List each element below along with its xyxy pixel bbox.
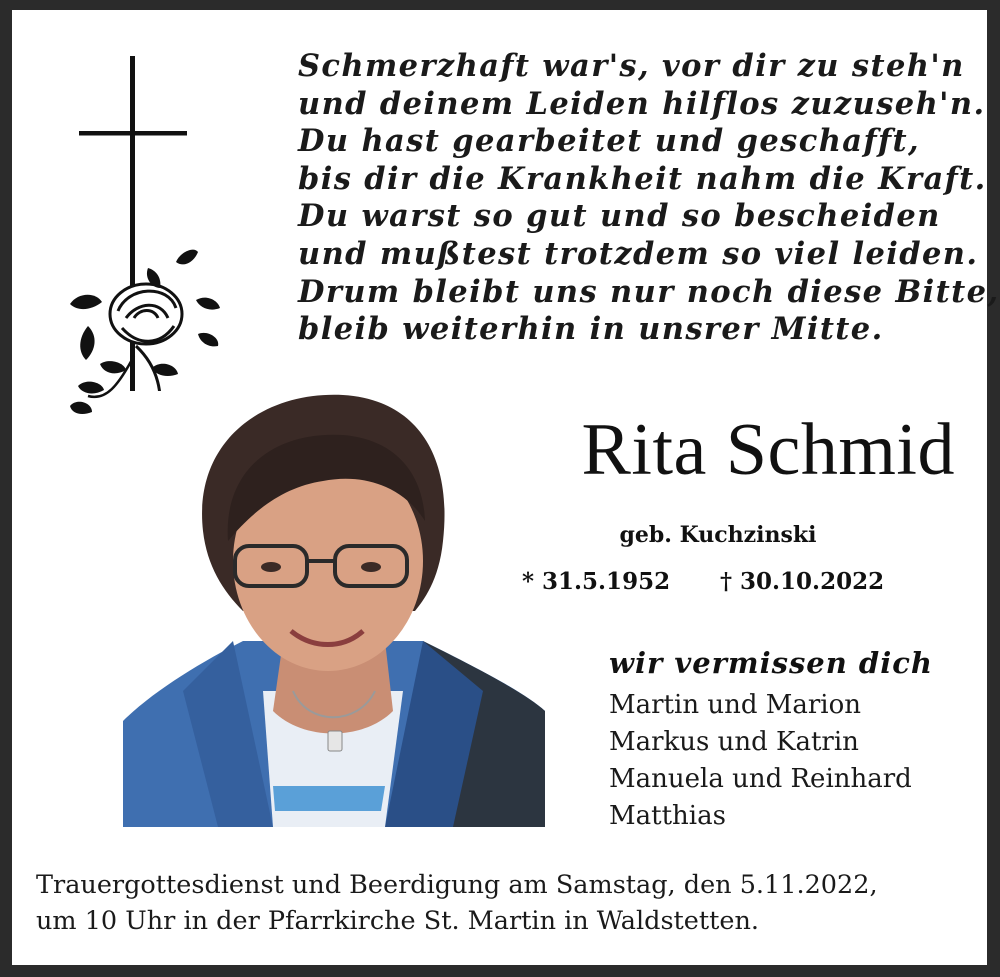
mourners-list [609, 687, 912, 835]
obituary-card [12, 10, 1000, 965]
deceased-name: Rita Schmid [581, 409, 955, 491]
poem-line: bleib weiterhin in unsrer Mitte. [298, 311, 884, 348]
poem-line: Drum bleibt uns nur noch diese Bitte, [298, 273, 1000, 310]
poem-line: und deinem Leiden hilflos zuzuseh'n. [298, 85, 986, 122]
service-info [36, 867, 976, 939]
mourners-heading: wir vermissen dich [609, 646, 933, 680]
list-item: Markus und Katrin [609, 727, 859, 757]
service-line: Trauergottesdienst und Beerdigung am Samstag, den 5.11.2022, [36, 870, 878, 900]
poem-line: Schmerzhaft war's, vor dir zu steh'n [298, 48, 965, 84]
list-item: Manuela und Reinhard [609, 764, 912, 794]
service-line: um 10 Uhr in der Pfarrkirche St. Martin in Waldstetten. [36, 906, 760, 936]
poem [298, 48, 1000, 349]
poem-line: bis dir die Krankheit nahm die Kraft. [298, 160, 987, 197]
birth-date: * 31.5.1952 [522, 568, 671, 595]
poem-line: Du warst so gut und so bescheiden [298, 198, 941, 235]
death-date: † 30.10.2022 [720, 568, 885, 595]
poem-line: Du hast gearbeitet und geschafft, [298, 123, 920, 160]
poem-line: und mußtest trotzdem so viel leiden. [298, 235, 979, 272]
list-item: Martin und Marion [609, 690, 861, 720]
list-item: Matthias [609, 801, 726, 831]
birth-name: geb. Kuchzinski [619, 522, 817, 548]
